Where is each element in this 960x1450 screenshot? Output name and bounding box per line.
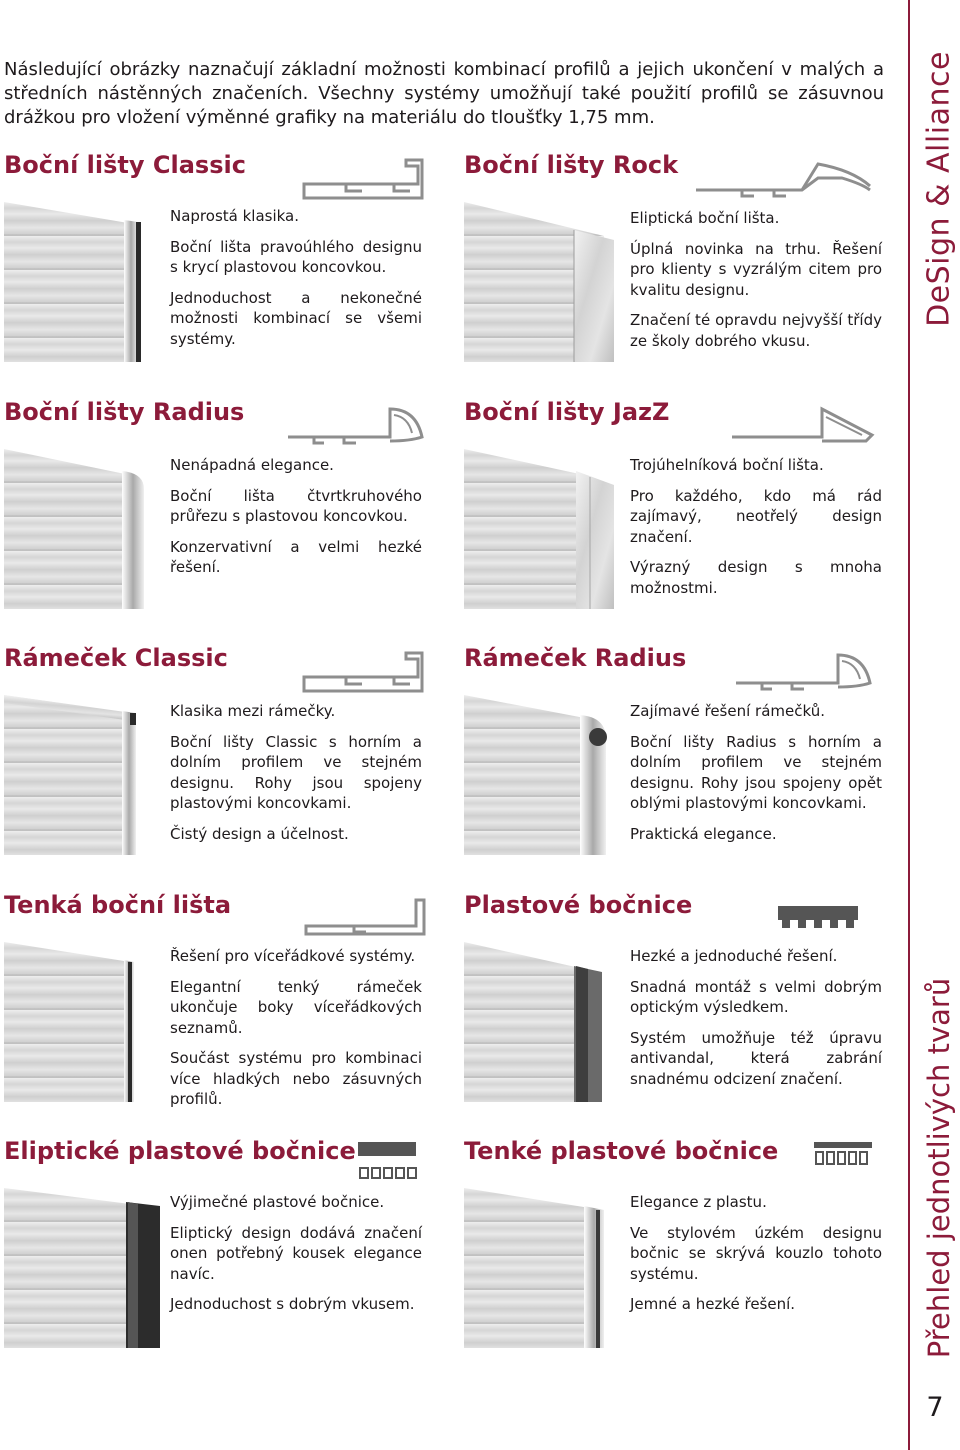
brand-text: DeSign & Alliance bbox=[921, 51, 957, 327]
section-title: Rámeček Classic bbox=[4, 644, 228, 672]
text-line: Systém umožňuje též úpravu antivandal, která zabrání snadnému odcizení značení. bbox=[630, 1028, 882, 1088]
text-line: Hezké a jednoduché řešení. bbox=[630, 947, 838, 965]
classic-product-photo bbox=[4, 202, 164, 362]
text-line: Boční lišta pravoúhlého designu s krycí plastovou koncovkou. bbox=[170, 237, 422, 276]
section-text bbox=[170, 946, 422, 1120]
text-line: Elegantní tenký rámeček ukončuje boky víceřádkových seznamů. bbox=[170, 977, 422, 1037]
text-line: Jemné a hezké řešení. bbox=[630, 1295, 796, 1313]
section-text bbox=[630, 455, 882, 608]
classic-profile-icon bbox=[302, 156, 428, 202]
text-line: Čistý design a účelnost. bbox=[170, 824, 349, 843]
jazz-profile-icon bbox=[728, 401, 876, 447]
text-line: Výjimečné plastové bočnice. bbox=[170, 1193, 385, 1211]
section-text bbox=[630, 208, 882, 361]
text-line: Pro každého, kdo má rád zajímavý, neotřelý design značení. bbox=[630, 486, 882, 546]
thin-product-photo bbox=[4, 942, 164, 1102]
text-line: Boční lišty Radius s horním a dolním profilem ve stejném designu. Rohy jsou spojeny opět oblými plastovými koncovkami. bbox=[630, 732, 882, 812]
frame-classic-profile-icon bbox=[302, 649, 428, 695]
section-text bbox=[170, 455, 422, 588]
section-title: Boční lišty Radius bbox=[4, 398, 245, 426]
eliptic-plastic-profile-icon bbox=[356, 1140, 418, 1184]
text-line: Eliptický design dodává značení onen potřebný kousek elegance navíc. bbox=[170, 1223, 422, 1283]
text-line: Praktická elegance. bbox=[630, 824, 777, 843]
section-title: Boční lišty JazZ bbox=[464, 398, 670, 426]
text-line: Výrazný design s mnoha možnostmi. bbox=[630, 558, 882, 597]
frame-radius-profile-icon bbox=[732, 647, 876, 693]
text-line: Boční lišty Classic s horním a dolním profilem ve stejném designu. Rohy jsou spojeny plastovými koncovkami. bbox=[170, 732, 422, 812]
radius-profile-icon bbox=[284, 401, 428, 447]
overview-text: Přehled jednotlivých tvarů bbox=[922, 977, 956, 1359]
frame-classic-product-photo bbox=[4, 695, 164, 855]
text-line: Jednoduchost a nekonečné možnosti kombinací se všemi systémy. bbox=[170, 288, 422, 348]
overview-label bbox=[918, 976, 960, 1360]
text-line: Snadná montáž s velmi dobrým optickým výsledkem. bbox=[630, 977, 882, 1016]
section-title: Boční lišty Rock bbox=[464, 151, 679, 179]
plastic-profile-icon bbox=[778, 902, 858, 932]
text-line: Úplná novinka na trhu. Řešení pro klienty s vyzrálým citem pro kvalitu designu. bbox=[630, 239, 882, 299]
text-line: Eliptická boční lišta. bbox=[630, 209, 780, 227]
text-line: Konzervativní a velmi hezké řešení. bbox=[170, 537, 422, 576]
page-number: 7 bbox=[926, 1392, 944, 1423]
section-title: Boční lišty Classic bbox=[4, 151, 246, 179]
section-title: Tenká boční lišta bbox=[4, 891, 232, 919]
text-line: Součást systému pro kombinaci více hladkých nebo zásuvných profilů. bbox=[170, 1049, 422, 1108]
eliptic-plastic-product-photo bbox=[4, 1188, 164, 1348]
jazz-product-photo bbox=[464, 449, 624, 609]
thin-profile-icon bbox=[304, 894, 430, 940]
rock-profile-icon bbox=[692, 156, 872, 202]
section-title: Rámeček Radius bbox=[464, 644, 687, 672]
text-line: Boční lišta čtvrtkruhového průřezu s plastovou koncovkou. bbox=[170, 486, 422, 525]
text-line: Ve stylovém úzkém designu bočnic se skrývá kouzlo tohoto systému. bbox=[630, 1223, 882, 1283]
vertical-divider bbox=[908, 0, 910, 1450]
text-line: Řešení pro víceřádkové systémy. bbox=[170, 947, 416, 965]
section-text bbox=[170, 206, 422, 359]
text-line: Jednoduchost s dobrým vkusem. bbox=[170, 1295, 415, 1313]
section-text bbox=[170, 701, 422, 854]
text-line: Klasika mezi rámečky. bbox=[170, 702, 336, 720]
text-line: Značení té opravdu nejvyšší třídy ze školy dobrého vkusu. bbox=[630, 311, 882, 350]
section-text bbox=[630, 701, 882, 854]
text-line: Naprostá klasika. bbox=[170, 207, 300, 225]
section-text bbox=[630, 946, 882, 1099]
text-line: Trojúhelníková boční lišta. bbox=[630, 456, 824, 474]
section-text bbox=[170, 1192, 422, 1325]
thin-plastic-product-photo bbox=[464, 1188, 624, 1348]
thin-plastic-profile-icon bbox=[812, 1140, 876, 1170]
text-line: Elegance z plastu. bbox=[630, 1193, 767, 1211]
text-line: Nenápadná elegance. bbox=[170, 456, 334, 474]
brand-label bbox=[918, 51, 960, 327]
radius-product-photo bbox=[4, 449, 164, 609]
section-title: Eliptické plastové bočnice bbox=[4, 1137, 356, 1165]
rock-product-photo bbox=[464, 202, 624, 362]
text-line: Zajímavé řešení rámečků. bbox=[630, 702, 825, 720]
section-title: Tenké plastové bočnice bbox=[464, 1137, 779, 1165]
section-text bbox=[630, 1192, 882, 1325]
section-title: Plastové bočnice bbox=[464, 891, 693, 919]
plastic-product-photo bbox=[464, 942, 624, 1102]
intro-paragraph: Následující obrázky naznačují základní možnosti kombinací profilů a jejich ukončení v malých a středních nástěnných značeních. Všechny systémy umožňují také použití profilů se zásuvnou drážkou pro vložení výměnné grafiky na materiálu do tloušťky 1,75 mm. bbox=[4, 59, 884, 128]
frame-radius-product-photo bbox=[464, 695, 624, 855]
